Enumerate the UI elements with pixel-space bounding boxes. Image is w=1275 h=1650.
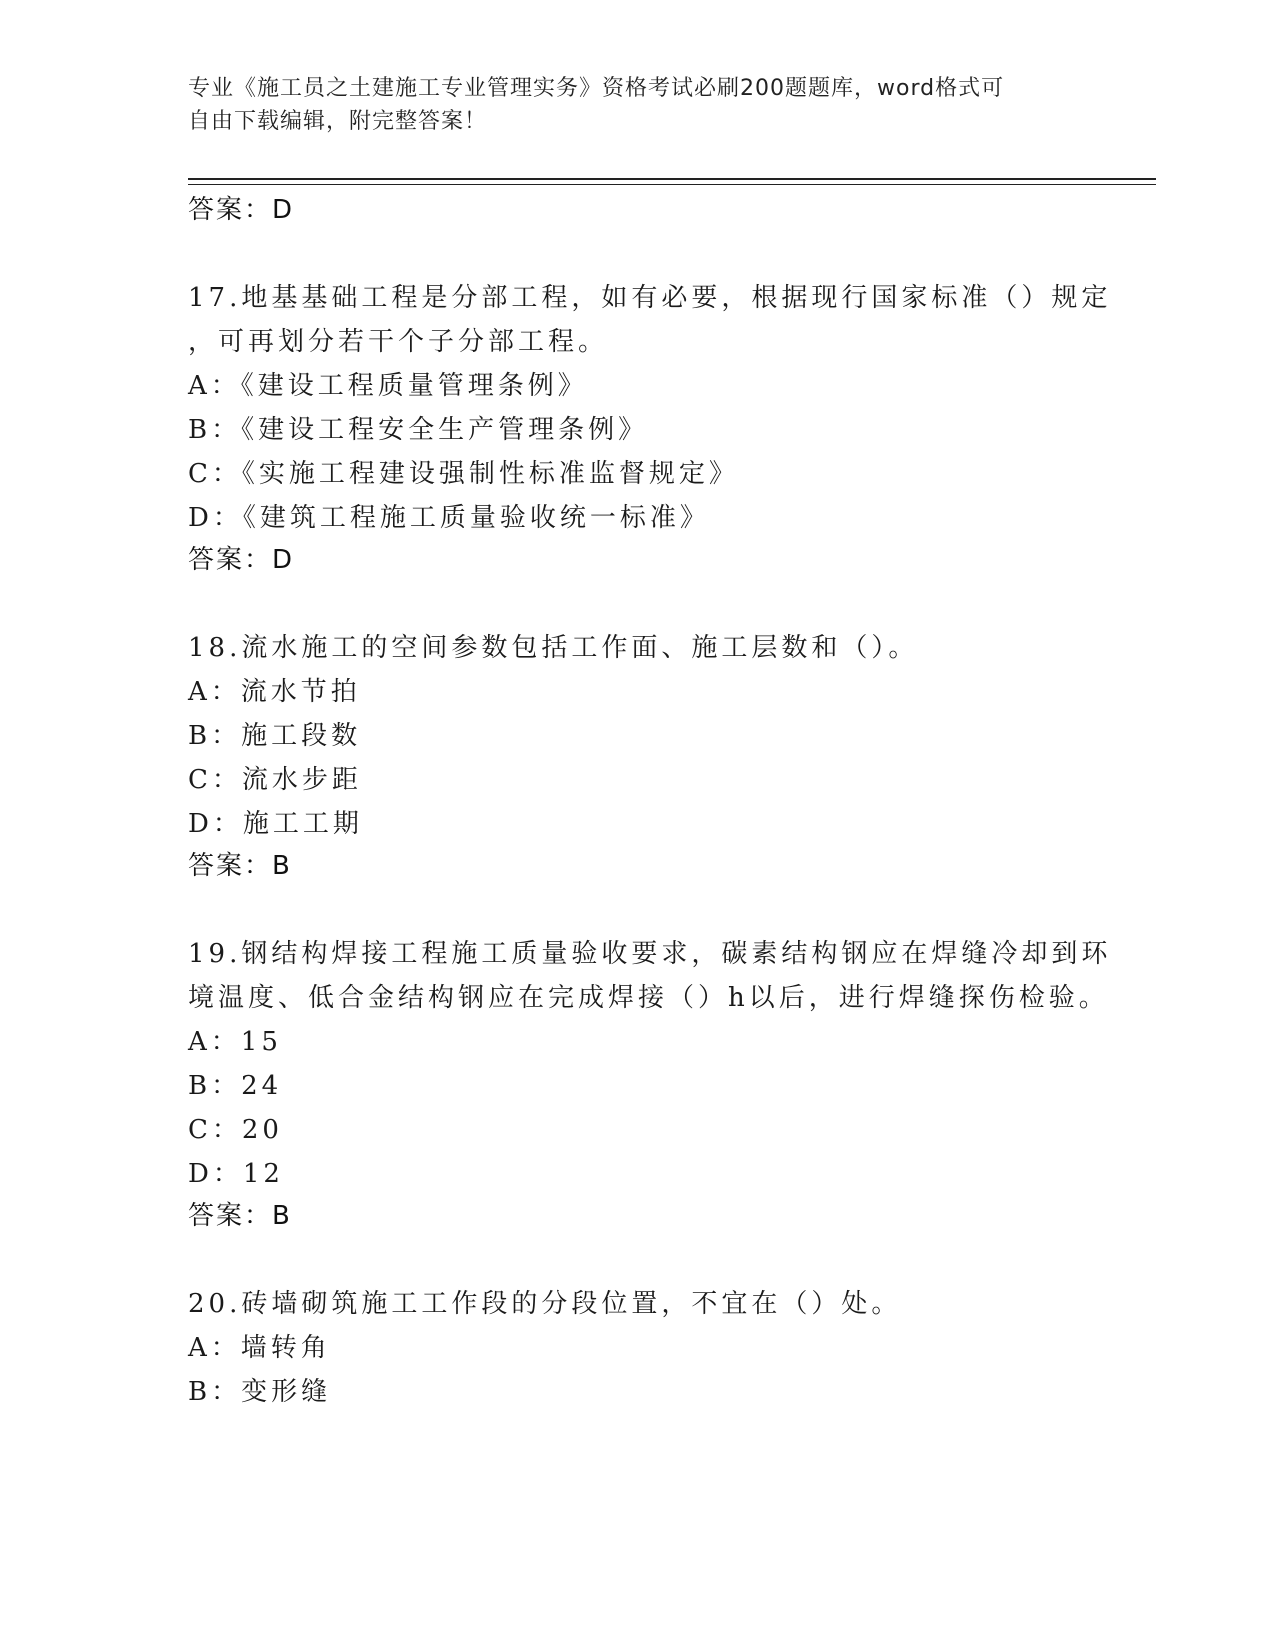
question-18-option-d: D：施工工期 <box>188 809 363 839</box>
header-rule-thick <box>188 178 1156 180</box>
question-19-option-a: A：15 <box>188 1027 282 1057</box>
question-17-stem-line-1: 17.地基基础工程是分部工程，如有必要，根据现行国家标准（）规定 <box>188 283 1112 313</box>
question-17-option-b: B：《建设工程安全生产管理条例》 <box>188 415 649 445</box>
answer-q16: 答案：D <box>188 195 295 225</box>
answer-q18: 答案：B <box>188 851 292 881</box>
question-18-option-b: B：施工段数 <box>188 721 362 751</box>
question-18-option-c: C：流水步距 <box>188 765 362 795</box>
document-header <box>188 72 1068 138</box>
answer-q17: 答案：D <box>188 545 295 575</box>
question-17-option-a: A：《建设工程质量管理条例》 <box>188 371 588 401</box>
question-18-option-a: A：流水节拍 <box>188 677 361 707</box>
question-19-stem-line-2: 境温度、低合金结构钢应在完成焊接（）h以后，进行焊缝探伤检验。 <box>188 983 1109 1013</box>
header-rule-thin <box>188 184 1156 185</box>
question-17-option-c: C：《实施工程建设强制性标准监督规定》 <box>188 459 739 489</box>
question-19-option-d: D：12 <box>188 1159 284 1189</box>
header-line-1: 专业《施工员之土建施工专业管理实务》资格考试必刷200题题库，word格式可 <box>188 76 1005 101</box>
question-19-option-c: C：20 <box>188 1115 283 1145</box>
question-20-option-b: B：变形缝 <box>188 1377 332 1407</box>
question-17-stem-line-2: ，可再划分若干个子分部工程。 <box>188 327 609 357</box>
question-20-option-a: A：墙转角 <box>188 1333 331 1363</box>
question-18-stem-line-1: 18.流水施工的空间参数包括工作面、施工层数和（）。 <box>188 633 919 663</box>
question-19-option-b: B：24 <box>188 1071 283 1101</box>
question-17-option-d: D：《建筑工程施工质量验收统一标准》 <box>188 503 710 533</box>
header-line-2: 自由下载编辑，附完整答案！ <box>188 109 488 134</box>
question-19-stem-line-1: 19.钢结构焊接工程施工质量验收要求，碳素结构钢应在焊缝冷却到环 <box>188 939 1112 969</box>
question-20-stem-line-1: 20.砖墙砌筑施工工作段的分段位置，不宜在（）处。 <box>188 1289 902 1319</box>
answer-q19: 答案：B <box>188 1201 292 1231</box>
